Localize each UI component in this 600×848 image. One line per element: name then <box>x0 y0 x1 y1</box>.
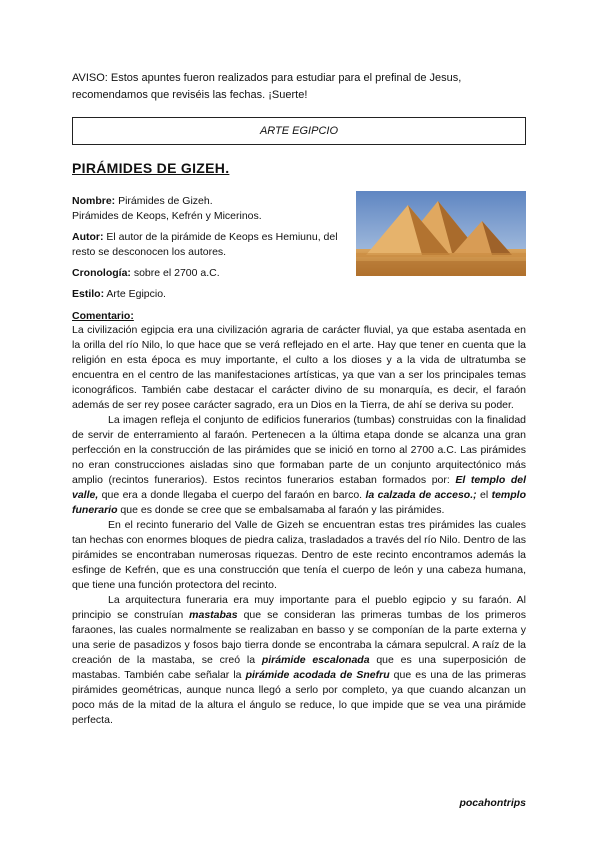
paragraph-3: En el recinto funerario del Valle de Gizeh se encuentran estas tres pirámides las cuales tan hechas con enormes bloques de piedra caliza, trasladados a través del río Nilo. Dentro de las pirámides se encontraban numerosas riquezas. Dentro de este recinto encontramos además la esfinge de Kefrén, que es una construcción que tenía el cuerpo de león y una cabeza humana, que tiene una función protectora del recinto. <box>72 519 526 591</box>
p2-highlight-templo-funerario: templo funerario <box>72 489 526 516</box>
info-estilo <box>72 287 352 302</box>
notice-line-1: AVISO: Estos apuntes fueron realizados para estudiar para el prefinal de Jesus, <box>72 72 462 84</box>
p2-text-c: que era a donde llegaba el cuerpo del faraón en barco. <box>98 489 366 501</box>
p4-text-d: que es una superposición de mastabas. También cabe señalar la <box>72 654 526 681</box>
artwork-info <box>72 194 352 308</box>
comment-title: Comentario: <box>72 310 134 322</box>
p4-text-c: que se consideran las primeras tumbas de los primeros faraones, las cuales normalmente se realizaban en basso y se componían de la parte externa y una serie de pasadizos y fosos bajo tierra donde se encontraba la cámara sepulcral. A raíz de la creación de la mastaba, se creó la <box>72 609 526 666</box>
p4-text-a: La arquitectura funeraria era muy importante para el pueblo egipcio y su faraón. Al principio se construían <box>72 594 526 621</box>
info-cronologia <box>72 266 352 281</box>
paragraph-4 <box>72 593 526 728</box>
estilo-value: Arte Egipcio. <box>104 288 166 300</box>
page-title: PIRÁMIDES DE GIZEH. <box>72 160 230 176</box>
p2-text-e: que es donde se cree que se embalsamaba al faraón y las pirámides. <box>117 504 445 516</box>
info-autor <box>72 230 352 260</box>
p4-highlight-snefru: pirámide acodada de Snefru <box>245 669 390 681</box>
nombre-label: Nombre: <box>72 195 116 207</box>
notice-line-2: recomendamos que reviséis las fechas. ¡Suerte! <box>72 89 308 101</box>
p4-highlight-escalonada: pirámide escalonada <box>261 654 370 666</box>
commentary-body <box>72 323 526 728</box>
pyramids-photo <box>356 191 526 276</box>
p2-highlight-templo-valle: El templo del valle, <box>72 474 527 501</box>
autor-value: El autor de la pirámide de Keops es Hemiunu, del resto se desconocen los autores. <box>72 231 338 258</box>
p2-text-d: el <box>476 489 492 501</box>
p2-highlight-calzada: la calzada de acceso.; <box>365 489 477 501</box>
p4-text-e: que es una de las primeras pirámides geométricas, aunque nunca llegó a serlo por completo, ya que cuando alcanzan un poco más de la mitad de la altura el ángulo se reduce, lo que impide que se vea una pirámide perfecta. <box>72 669 526 726</box>
autor-label: Autor: <box>72 231 104 243</box>
nombre-extra: Pirámides de Keops, Kefrén y Micerinos. <box>72 210 262 222</box>
notice <box>72 70 532 104</box>
section-banner: ARTE EGIPCIO <box>72 117 526 145</box>
paragraph-1: La civilización egipcia era una civilización agraria de carácter fluvial, ya que estaba asentada en la orilla del río Nilo, lo que hace que se verá reflejado en el arte. Hay que tener en cuenta que la religión en esta época es muy importante, el culto a los dioses y a la vida de ultratumba se encuentra en el centro de las manifestaciones artísticas, ya que van a ser los principales temas iconográficos. También cabe destacar el carácter divino de su monarquía, es decir, el faraón además de ser rey posee carácter sagrado, era un Dios en la Tierra, de ahí se deriva su poder. <box>72 324 526 411</box>
p4-highlight-mastabas: mastabas <box>189 609 238 621</box>
footer-signature: pocahontrips <box>459 797 526 809</box>
cronologia-label: Cronología: <box>72 267 131 279</box>
estilo-label: Estilo: <box>72 288 105 300</box>
pyramids-illustration <box>356 191 526 276</box>
cronologia-value: sobre el 2700 a.C. <box>130 267 220 279</box>
info-nombre <box>72 194 352 224</box>
paragraph-2 <box>72 413 526 518</box>
p2-text-a: La imagen refleja el conjunto de edificios funerarios (tumbas) construidas con la finalidad de servir de enterramiento al faraón. Pertenecen a la última etapa donde se alcanza una gran perfección en la construcción de las pirámides que se inició en torno al 2700 a.C. Las pirámides no eran construcciones aisladas sino que formaban parte de un conjunto arquitectónico más amplio (recintos funerarios). Estos recintos funerarios estaban formados por: <box>72 414 526 486</box>
nombre-value: Pirámides de Gizeh. <box>115 195 213 207</box>
